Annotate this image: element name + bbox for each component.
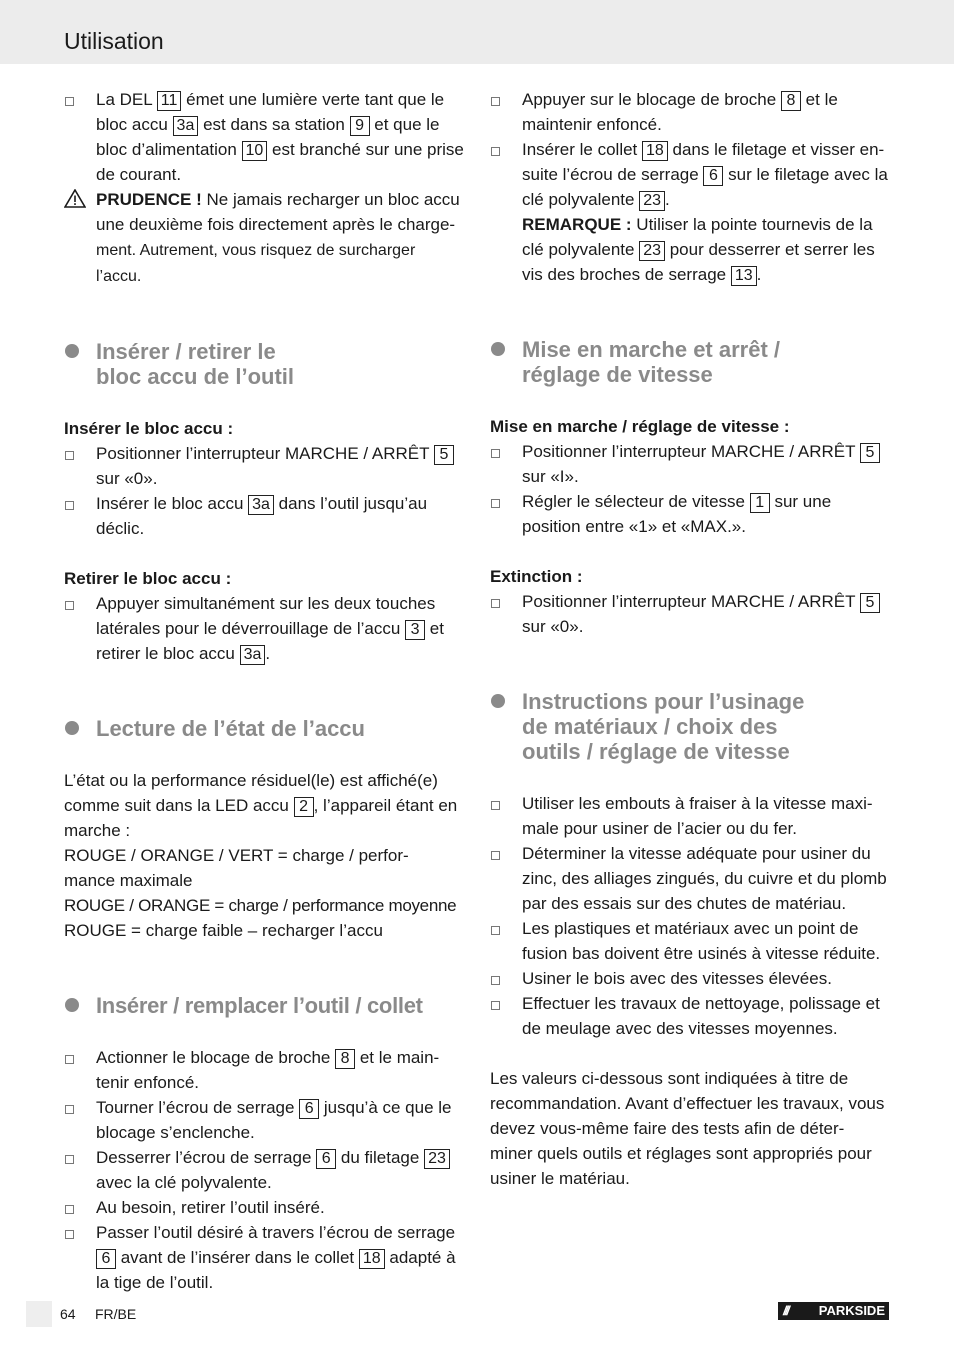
list-item: La DEL 11 émet une lumière verte tant que le bloc accu 3a est dans sa station 9 et que le bloc d’alimentation 10 est branché sur une prise de courant. [64, 87, 464, 187]
paragraph: ROUGE / ORANGE = charge / performance moyenne [64, 896, 457, 915]
list-item: Régler le sélecteur de vitesse 1 sur une position entre «1» et «MAX.». [490, 489, 890, 539]
section-heading: Instructions pour l’usinage de matériaux / choix des outils / réglage de vitesse [490, 689, 890, 764]
ref-number: 8 [781, 91, 801, 111]
ref-number: 5 [860, 593, 880, 613]
paragraph: ROUGE = charge faible – recharger l’accu [64, 921, 383, 940]
section-heading: Lecture de l’état de l’accu [64, 716, 464, 741]
ref-number: 18 [359, 1249, 385, 1269]
ref-number: 2 [294, 797, 314, 817]
ref-number: 1 [750, 493, 770, 513]
ref-number: 13 [731, 266, 757, 286]
ref-number: 11 [157, 91, 182, 111]
list-item: Insérer le bloc accu 3a dans l’outil jusqu’au déclic. [64, 491, 464, 541]
ref-number: 3a [240, 645, 266, 665]
ref-number: 6 [96, 1249, 116, 1269]
section-heading: Mise en marche et arrêt / réglage de vitesse [490, 337, 890, 387]
list-item: Passer l’outil désiré à travers l’écrou de serrage 6 avant de l’insérer dans le collet 18 adapté à la tige de l’outil. [64, 1220, 464, 1295]
list-item: Insérer le collet 18 dans le filetage et visser en-suite l’écrou de serrage 6 sur le filetage avec la clé polyvalente 23 . [490, 137, 890, 212]
list-item: Actionner le blocage de broche 8 et le main- tenir enfoncé. [64, 1045, 464, 1095]
list-item: Déterminer la vitesse adéquate pour usiner du zinc, des alliages zingués, du cuivre et du plomb par des essais sur des chutes de matériau. [490, 841, 890, 916]
paragraph: ROUGE / ORANGE / VERT = charge / perfor- mance maximale [64, 846, 409, 890]
logo-stripes-icon: /// [783, 1303, 788, 1318]
locale-label: FR/BE [95, 1306, 137, 1322]
list-item: Positionner l’interrupteur MARCHE / ARRÊT 5 sur «I». [490, 439, 890, 489]
ref-number: 10 [242, 141, 268, 161]
list-item: Effectuer les travaux de nettoyage, polissage et de meulage avec des vitesses moyennes. [490, 991, 890, 1041]
subheading: Insérer le bloc accu : [64, 419, 234, 438]
ref-number: 6 [703, 166, 723, 186]
ref-number: 6 [316, 1149, 336, 1169]
subheading: Retirer le bloc accu : [64, 569, 232, 588]
brand-logo: /// PARKSIDE [778, 1302, 889, 1320]
ref-number: 18 [642, 141, 668, 161]
list-item: Usiner le bois avec des vitesses élevées. [490, 966, 890, 991]
ref-number: 6 [299, 1099, 319, 1119]
paragraph: Les valeurs ci-dessous sont indiquées à titre de recommandation. Avant d’effectuer les travaux, vous devez vous-même faire des tests afin de déter- miner quels outils et réglages sont appropriés pour usiner le matériau. [490, 1069, 885, 1188]
subheading: Mise en marche / réglage de vitesse : [490, 417, 790, 436]
list-item: Appuyer sur le blocage de broche 8 et le maintenir enfoncé. [490, 87, 890, 137]
ref-number: 23 [424, 1149, 450, 1169]
ref-number: 9 [350, 116, 370, 136]
ref-number: 23 [639, 241, 665, 261]
list-item: Appuyer simultanément sur les deux touches latérales pour le déverrouillage de l’accu 3 et retirer le bloc accu 3a . [64, 591, 464, 666]
list-item: Utiliser les embouts à fraiser à la vitesse maxi- male pour usiner de l’acier ou du fer. [490, 791, 890, 841]
right-column [490, 87, 890, 1191]
list-item: Au besoin, retirer l’outil inséré. [64, 1195, 464, 1220]
section-heading: Insérer / remplacer l’outil / collet [64, 993, 464, 1018]
ref-number: 5 [434, 445, 454, 465]
ref-number: 3a [248, 495, 274, 515]
caution-note: PRUDENCE ! Ne jamais recharger un bloc accu une deuxième fois directement après le charge- ment. Autrement, vous risquez de surcharger l’accu. [64, 187, 464, 289]
page-number-box [26, 1301, 52, 1327]
ref-number: 8 [335, 1049, 355, 1069]
page-title: Utilisation [64, 28, 164, 54]
subheading: Extinction : [490, 567, 583, 586]
list-item: Positionner l’interrupteur MARCHE / ARRÊT 5 sur «0». [490, 589, 890, 639]
paragraph: L’état ou la performance résiduel(le) est affiché(e) comme suit dans la LED accu 2 , l’appareil étant en marche : [64, 771, 458, 840]
list-item: Tourner l’écrou de serrage 6 jusqu’à ce que le blocage s’enclenche. [64, 1095, 464, 1145]
ref-number: 3 [405, 620, 425, 640]
list-item: Les plastiques et matériaux avec un point de fusion bas doivent être usinés à vitesse réduite. [490, 916, 890, 966]
left-column [64, 87, 464, 1295]
page-number: 64 [60, 1306, 76, 1322]
ref-number: 23 [639, 191, 665, 211]
list-item: Desserrer l’écrou de serrage 6 du filetage 23 avec la clé polyvalente. [64, 1145, 464, 1195]
warning-icon [64, 189, 86, 208]
ref-number: 5 [860, 443, 880, 463]
page-header [0, 0, 954, 64]
list-item: Positionner l’interrupteur MARCHE / ARRÊT 5 sur «0». [64, 441, 464, 491]
ref-number: 3a [173, 116, 199, 136]
section-heading: Insérer / retirer le bloc accu de l’outil [64, 339, 464, 389]
remark-note: REMARQUE : Utiliser la pointe tournevis de la clé polyvalente 23 pour desserrer et serrer les vis des broches de serrage 13 . [522, 215, 875, 284]
